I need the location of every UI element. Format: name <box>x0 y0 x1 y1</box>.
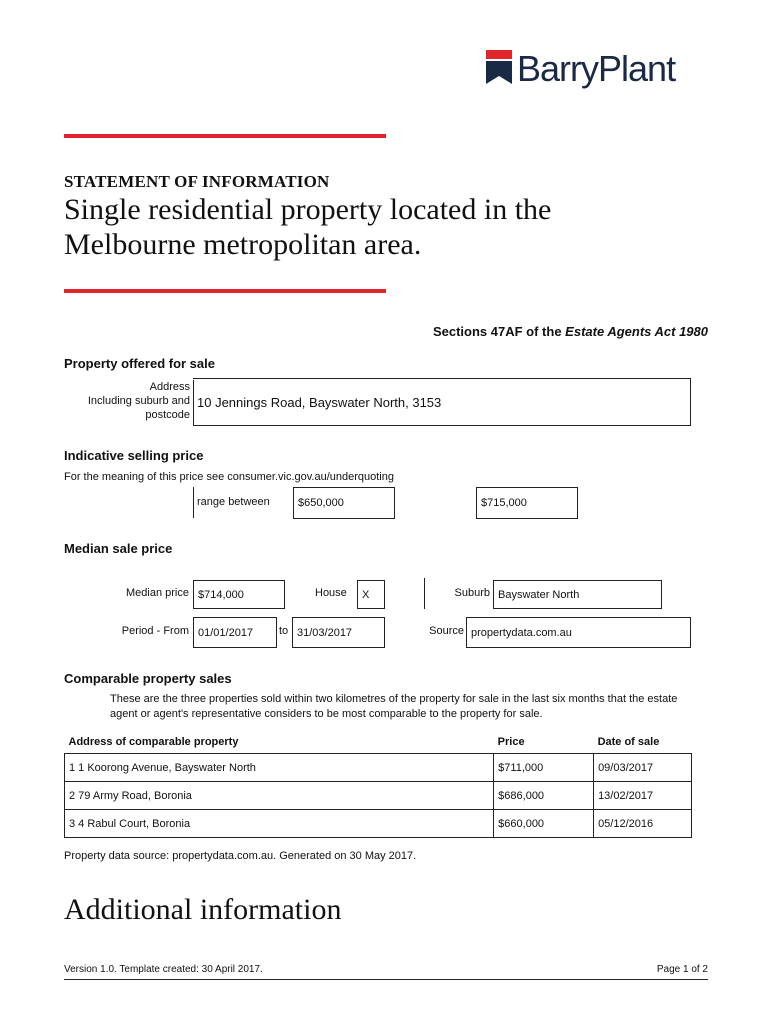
footer-rule <box>64 979 708 980</box>
median-price-field[interactable]: $714,000 <box>193 580 285 609</box>
table-row <box>65 810 692 838</box>
comparable-heading: Comparable property sales <box>64 671 232 686</box>
suburb-divider <box>424 578 425 609</box>
table-row <box>65 754 692 782</box>
address-label-suburb: Including suburb and <box>87 395 190 407</box>
source-label: Source <box>429 625 464 637</box>
row-address: 3 4 Rabul Court, Boronia <box>65 810 494 838</box>
logo-wordmark: BarryPlant <box>517 48 676 89</box>
act-name: Estate Agents Act 1980 <box>565 324 708 339</box>
data-source-note: Property data source: propertydata.com.au. Generated on 30 May 2017. <box>64 850 417 862</box>
period-to-label: to <box>279 625 289 637</box>
page-title: Single residential property located in the Melbourne metropolitan area. <box>64 193 552 261</box>
price-high-field[interactable]: $715,000 <box>476 487 578 519</box>
row-price: $711,000 <box>494 754 594 782</box>
source-field[interactable]: propertydata.com.au <box>466 617 691 648</box>
address-label: Address <box>149 381 190 393</box>
row-address: 1 1 Koorong Avenue, Bayswater North <box>65 754 494 782</box>
period-from-label: Period - From <box>121 625 189 637</box>
house-checkbox[interactable]: X <box>357 580 385 609</box>
period-from-field[interactable]: 01/01/2017 <box>193 617 277 648</box>
row-address: 2 79 Army Road, Boronia <box>65 782 494 810</box>
range-label: range between <box>197 496 270 508</box>
table-row <box>65 782 692 810</box>
footer-version: Version 1.0. Template created: 30 April 2017. <box>64 964 263 975</box>
median-price-label: Median price <box>126 587 189 599</box>
range-divider <box>193 487 194 518</box>
additional-heading: Additional information <box>64 893 342 926</box>
red-divider-bottom <box>64 289 386 293</box>
comparable-description: These are the three properties sold within two kilometres of the property for sale in the last six months that the estate agent or agent's representative considers to be most comparable to the property for sale. <box>110 693 678 720</box>
underquoting-note: For the meaning of this price see consumer.vic.gov.au/underquoting <box>64 471 394 483</box>
statement-label: STATEMENT OF INFORMATION <box>64 172 330 191</box>
comparable-table <box>64 731 692 838</box>
row-date: 09/03/2017 <box>594 754 692 782</box>
red-divider-top <box>64 134 386 138</box>
col-date-header: Date of sale <box>597 736 660 748</box>
suburb-field[interactable]: Bayswater North <box>493 580 662 609</box>
price-low-field[interactable]: $650,000 <box>293 487 395 519</box>
row-date: 05/12/2016 <box>594 810 692 838</box>
property-offered-heading: Property offered for sale <box>64 356 215 371</box>
sections-reference <box>433 324 708 339</box>
col-price-header: Price <box>497 736 525 748</box>
median-heading: Median sale price <box>64 541 173 556</box>
address-label-postcode: postcode <box>145 409 190 421</box>
col-address-header: Address of comparable property <box>68 736 239 748</box>
table-header-row <box>65 731 692 754</box>
logo-mark-icon <box>486 50 512 84</box>
row-date: 13/02/2017 <box>594 782 692 810</box>
row-price: $660,000 <box>494 810 594 838</box>
footer-page-number: Page 1 of 2 <box>656 964 708 975</box>
row-price: $686,000 <box>494 782 594 810</box>
house-label: House <box>315 587 347 599</box>
suburb-label: Suburb <box>454 587 490 599</box>
sections-prefix: Sections 47AF of the <box>432 324 562 339</box>
address-field[interactable]: 10 Jennings Road, Bayswater North, 3153 <box>193 378 691 426</box>
period-to-field[interactable]: 31/03/2017 <box>292 617 385 648</box>
indicative-price-heading: Indicative selling price <box>64 448 204 463</box>
